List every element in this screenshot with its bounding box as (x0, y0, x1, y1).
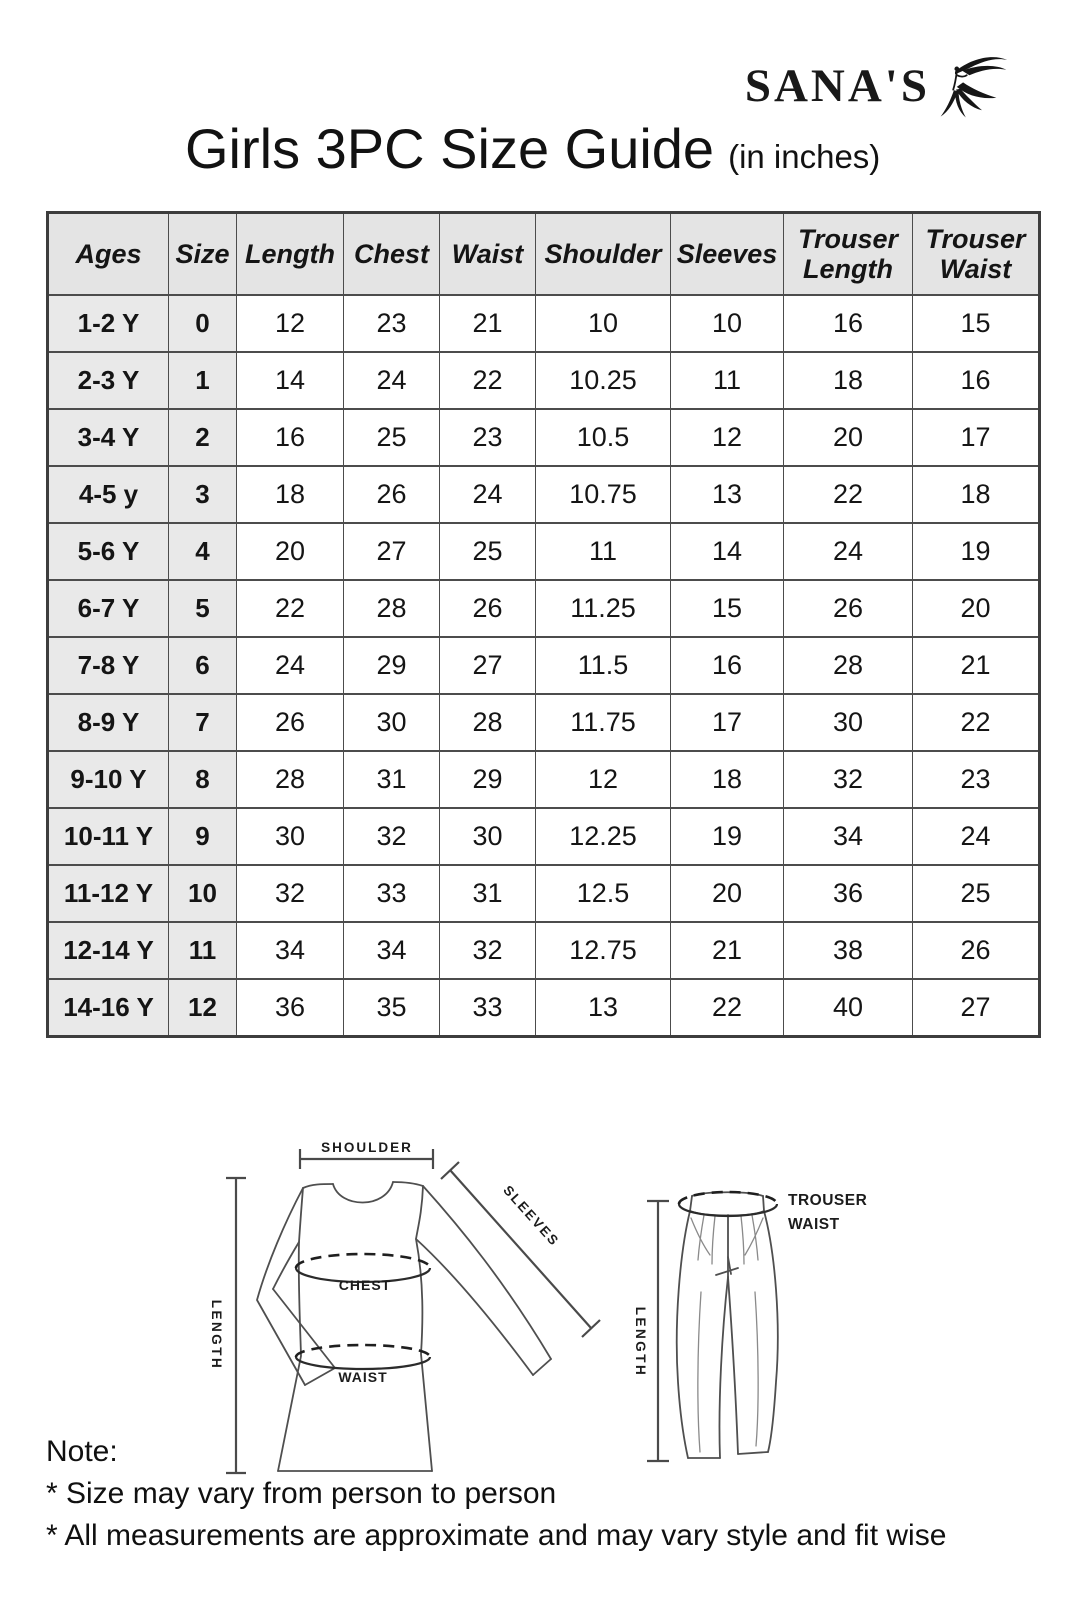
trouser-length-measure-line (647, 1201, 669, 1461)
measurement-cell: 26 (237, 694, 344, 751)
size-table-body (48, 295, 1040, 1037)
measurement-cell: 36 (237, 979, 344, 1037)
column-header: Length (237, 213, 344, 296)
measurement-cell: 12.75 (536, 922, 671, 979)
measurement-cell: 22 (440, 352, 536, 409)
brand-name: SANA'S (744, 59, 930, 112)
size-cell: 4 (169, 523, 237, 580)
measurement-cell: 34 (344, 922, 440, 979)
table-row (48, 352, 1040, 409)
trouser-waist-label-line1: TROUSER (788, 1192, 868, 1209)
measurement-cell: 27 (913, 979, 1040, 1037)
size-cell: 11 (169, 922, 237, 979)
measurement-cell: 21 (671, 922, 784, 979)
trouser-length-label: LENGTH (633, 1306, 648, 1378)
notes-heading: Note: (46, 1435, 118, 1468)
sleeves-label: SLEEVES (500, 1182, 563, 1250)
measurement-cell: 32 (440, 922, 536, 979)
table-row (48, 637, 1040, 694)
trouser-outline (677, 1192, 778, 1458)
measurement-cell: 33 (440, 979, 536, 1037)
measurement-cell: 17 (671, 694, 784, 751)
measurement-cell: 15 (671, 580, 784, 637)
measurement-cell: 24 (344, 352, 440, 409)
measurement-cell: 30 (237, 808, 344, 865)
measurement-cell: 22 (913, 694, 1040, 751)
measurement-cell: 31 (440, 865, 536, 922)
column-header: Size (169, 213, 237, 296)
measurement-cell: 12 (237, 295, 344, 352)
dress-length-measure-line (226, 1178, 246, 1473)
measurement-cell: 13 (536, 979, 671, 1037)
measurement-cell: 20 (784, 409, 913, 466)
column-header: Waist (440, 213, 536, 296)
measurement-cell: 29 (440, 751, 536, 808)
measurement-cell: 16 (913, 352, 1040, 409)
ages-cell: 11-12 Y (48, 865, 169, 922)
measurement-cell: 24 (913, 808, 1040, 865)
measurement-cell: 22 (237, 580, 344, 637)
measurement-cell: 10 (671, 295, 784, 352)
measurement-cell: 18 (784, 352, 913, 409)
ages-cell: 8-9 Y (48, 694, 169, 751)
measurement-cell: 34 (237, 922, 344, 979)
measurement-cell: 33 (344, 865, 440, 922)
trouser-measurement-diagram (600, 1092, 1020, 1492)
size-cell: 5 (169, 580, 237, 637)
measurement-cell: 10 (536, 295, 671, 352)
measurement-cell: 20 (237, 523, 344, 580)
measurement-cell: 25 (913, 865, 1040, 922)
size-table-header-row (48, 213, 1040, 296)
table-row (48, 295, 1040, 352)
trouser-pleats (691, 1215, 763, 1452)
table-row (48, 409, 1040, 466)
measurement-cell: 18 (913, 466, 1040, 523)
ages-cell: 4-5 y (48, 466, 169, 523)
table-row (48, 808, 1040, 865)
table-row (48, 580, 1040, 637)
notes-section (46, 1434, 946, 1560)
measurement-cell: 36 (784, 865, 913, 922)
measurement-cell: 19 (671, 808, 784, 865)
measurement-cell: 23 (344, 295, 440, 352)
dress-outline (257, 1182, 551, 1471)
measurement-cell: 28 (344, 580, 440, 637)
chest-label: CHEST (338, 1277, 392, 1293)
measurement-cell: 18 (671, 751, 784, 808)
size-cell: 8 (169, 751, 237, 808)
ages-cell: 7-8 Y (48, 637, 169, 694)
measurement-cell: 17 (913, 409, 1040, 466)
table-row (48, 865, 1040, 922)
column-header: Shoulder (536, 213, 671, 296)
size-cell: 12 (169, 979, 237, 1037)
measurement-cell: 28 (237, 751, 344, 808)
size-table (46, 211, 1041, 1038)
measurement-cell: 22 (671, 979, 784, 1037)
measurement-cell: 32 (344, 808, 440, 865)
measurement-cell: 25 (440, 523, 536, 580)
measurement-cell: 11 (671, 352, 784, 409)
note-item: * Size may vary from person to person (46, 1477, 557, 1510)
measurement-cell: 13 (671, 466, 784, 523)
measurement-cell: 35 (344, 979, 440, 1037)
measurement-cell: 32 (237, 865, 344, 922)
measurement-cell: 14 (671, 523, 784, 580)
measurement-cell: 28 (784, 637, 913, 694)
measurement-cell: 24 (784, 523, 913, 580)
measurement-cell: 24 (237, 637, 344, 694)
measurement-cell: 12.5 (536, 865, 671, 922)
measurement-cell: 34 (784, 808, 913, 865)
ages-cell: 1-2 Y (48, 295, 169, 352)
measurement-cell: 10.25 (536, 352, 671, 409)
brand-logo (745, 50, 1010, 122)
dress-measurement-diagram (160, 1092, 610, 1492)
ages-cell: 6-7 Y (48, 580, 169, 637)
measurement-cell: 30 (344, 694, 440, 751)
measurement-cell: 31 (344, 751, 440, 808)
column-header: Ages (48, 213, 169, 296)
measurement-cell: 16 (237, 409, 344, 466)
ages-cell: 5-6 Y (48, 523, 169, 580)
measurement-cell: 22 (784, 466, 913, 523)
title-text: Girls 3PC Size Guide (185, 117, 715, 180)
table-row (48, 523, 1040, 580)
ages-cell: 3-4 Y (48, 409, 169, 466)
ages-cell: 10-11 Y (48, 808, 169, 865)
size-cell: 1 (169, 352, 237, 409)
measurement-cell: 27 (440, 637, 536, 694)
measurement-cell: 20 (671, 865, 784, 922)
measurement-cell: 11.25 (536, 580, 671, 637)
measurement-cell: 32 (784, 751, 913, 808)
measurement-cell: 12 (536, 751, 671, 808)
measurement-cell: 21 (913, 637, 1040, 694)
ages-cell: 2-3 Y (48, 352, 169, 409)
size-cell: 6 (169, 637, 237, 694)
measurement-cell: 29 (344, 637, 440, 694)
measurement-cell: 28 (440, 694, 536, 751)
measurement-cell: 27 (344, 523, 440, 580)
measurement-cell: 18 (237, 466, 344, 523)
note-item: * All measurements are approximate and may vary style and fit wise (46, 1519, 947, 1552)
measurement-cell: 14 (237, 352, 344, 409)
measurement-cell: 20 (913, 580, 1040, 637)
size-cell: 7 (169, 694, 237, 751)
measurement-cell: 24 (440, 466, 536, 523)
page-title (185, 116, 880, 181)
measurement-cell: 15 (913, 295, 1040, 352)
dress-length-label: LENGTH (209, 1299, 224, 1371)
column-header: Trouser Waist (913, 213, 1040, 296)
size-cell: 10 (169, 865, 237, 922)
measurement-cell: 25 (344, 409, 440, 466)
measurement-cell: 10.5 (536, 409, 671, 466)
measurement-cell: 11.75 (536, 694, 671, 751)
measurement-cell: 26 (440, 580, 536, 637)
measurement-cell: 26 (784, 580, 913, 637)
size-cell: 3 (169, 466, 237, 523)
ages-cell: 9-10 Y (48, 751, 169, 808)
measurement-cell: 19 (913, 523, 1040, 580)
dress-waist-ellipse (296, 1345, 430, 1357)
measurement-cell: 26 (913, 922, 1040, 979)
measurement-cell: 40 (784, 979, 913, 1037)
measurement-cell: 16 (784, 295, 913, 352)
dress-waist-label: WAIST (338, 1369, 388, 1385)
measurement-cell: 23 (913, 751, 1040, 808)
size-cell: 9 (169, 808, 237, 865)
measurement-cell: 21 (440, 295, 536, 352)
measurement-cell: 12 (671, 409, 784, 466)
title-unit: (in inches) (728, 138, 881, 175)
measurement-cell: 16 (671, 637, 784, 694)
column-header: Chest (344, 213, 440, 296)
table-row (48, 694, 1040, 751)
table-row (48, 751, 1040, 808)
measurement-cell: 26 (344, 466, 440, 523)
ages-cell: 14-16 Y (48, 979, 169, 1037)
column-header: Trouser Length (784, 213, 913, 296)
chest-ellipse (296, 1254, 430, 1268)
measurement-cell: 38 (784, 922, 913, 979)
table-row (48, 922, 1040, 979)
table-row (48, 466, 1040, 523)
measurement-cell: 11 (536, 523, 671, 580)
table-row (48, 979, 1040, 1037)
ages-cell: 12-14 Y (48, 922, 169, 979)
measurement-cell: 10.75 (536, 466, 671, 523)
dress-waist-ellipse-solid (296, 1357, 430, 1369)
size-cell: 2 (169, 409, 237, 466)
measurement-cell: 23 (440, 409, 536, 466)
measurement-cell: 30 (440, 808, 536, 865)
measurement-cell: 30 (784, 694, 913, 751)
measurement-cell: 11.5 (536, 637, 671, 694)
size-cell: 0 (169, 295, 237, 352)
trouser-waist-label-line2: WAIST (788, 1216, 840, 1233)
shoulder-label: SHOULDER (321, 1140, 413, 1155)
column-header: Sleeves (671, 213, 784, 296)
measurement-cell: 12.25 (536, 808, 671, 865)
dancing-figure-icon (936, 50, 1010, 122)
